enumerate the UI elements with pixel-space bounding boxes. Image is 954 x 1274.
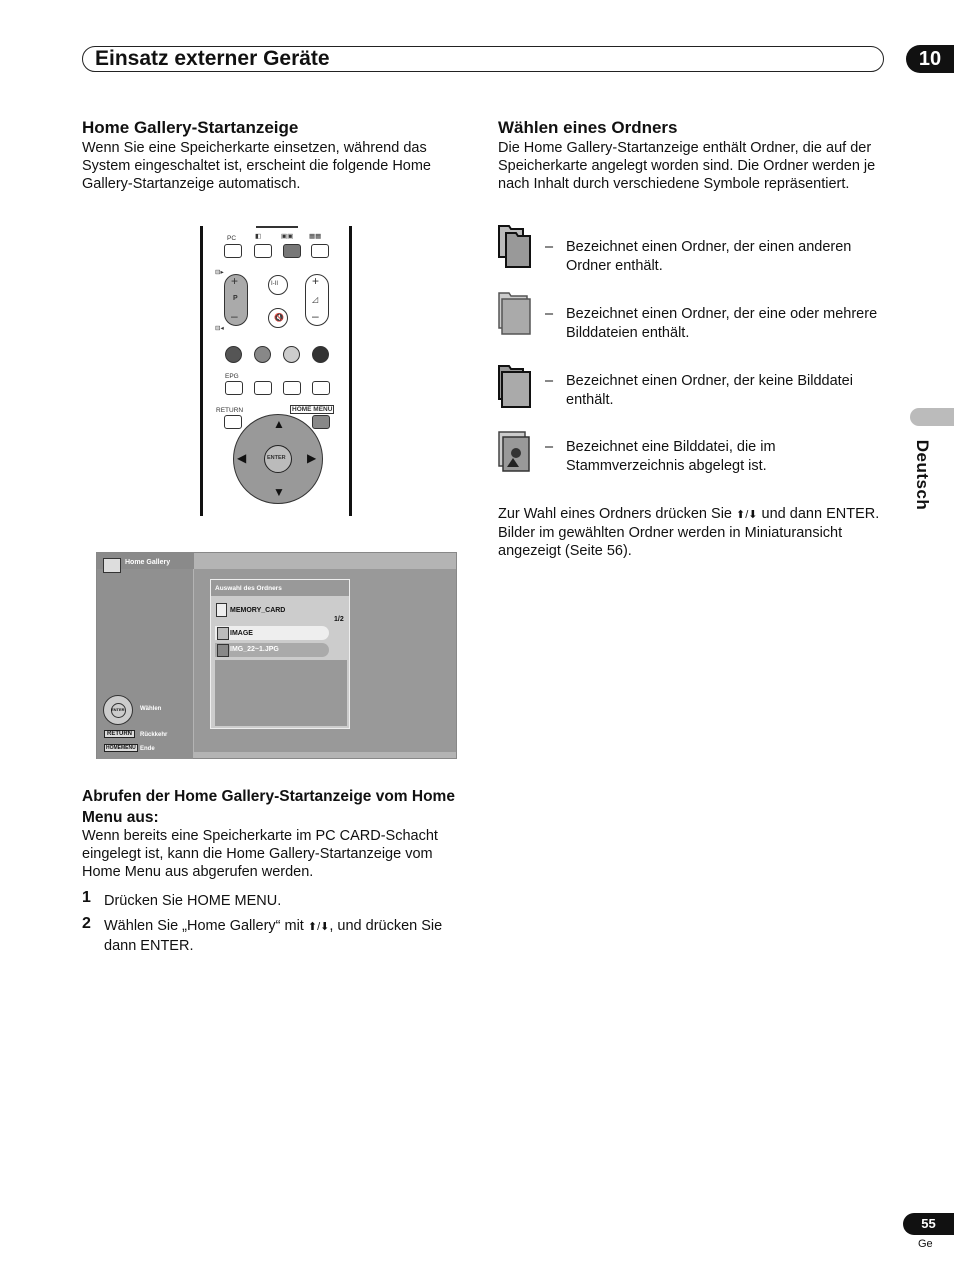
chapter-badge: 10	[906, 45, 954, 73]
color-button-red	[225, 346, 242, 363]
language-tab-label: Deutsch	[913, 439, 932, 511]
remote-button-dark	[283, 244, 301, 258]
volume-icon: ◿	[312, 295, 319, 304]
section-title-home-gallery: Home Gallery-Startanzeige	[82, 118, 299, 137]
section-body-home-menu: Wenn bereits eine Speicherkarte im PC CARD-Schacht eingelegt ist, kann die Home Gallery-Startanzeige vom Home Menu aus abgerufen werden.	[82, 828, 438, 880]
arrow-up-icon: ▲	[273, 417, 285, 431]
screen-dpad-icon	[103, 695, 133, 725]
memory-card-icon	[216, 603, 227, 617]
legend-return: Rückkehr	[140, 732, 168, 738]
folder-icon	[217, 627, 229, 640]
picture-icon: ◧	[255, 233, 262, 240]
legend-end: Ende	[140, 746, 155, 752]
page-indicator: 1/2	[334, 616, 344, 623]
image-file-icon	[497, 430, 533, 476]
folder-empty-icon	[497, 363, 533, 409]
multi-icon: ▦▦	[309, 233, 322, 240]
section-title-folder: Wählen eines Ordners	[498, 118, 678, 137]
folder-select-instructions: Zur Wahl eines Ordners drücken Sie ⬆/⬇ und dann ENTER. Bilder im gewählten Ordner werden in Miniaturansicht angezeigt (Seite 56).	[498, 506, 880, 559]
list-item: IMG_22~1.JPG	[230, 646, 279, 653]
epg-button	[225, 381, 243, 395]
screen-enter-label: ENTER	[111, 707, 125, 712]
legend-select: Wählen	[140, 706, 162, 712]
mute-button	[268, 308, 288, 328]
audio-button: I-II	[268, 275, 288, 295]
enter-button: ENTER	[264, 445, 292, 473]
legend-return-key: RETURN	[104, 730, 135, 738]
return-label: RETURN	[216, 407, 244, 414]
color-button-green	[254, 346, 271, 363]
arrow-left-icon: ◀	[237, 451, 247, 465]
step-2: Wählen Sie „Home Gallery“ mit ⬆/⬇, und drücken Sie dann ENTER.	[104, 918, 443, 954]
return-button	[224, 415, 242, 429]
remote-control-illustration	[200, 226, 352, 516]
ch-down-icon: ⊟◂	[215, 325, 224, 332]
folder-images-icon	[497, 290, 533, 336]
page-language: Ge	[918, 1238, 933, 1250]
side-tab	[910, 408, 954, 426]
step-number: 1	[82, 889, 91, 906]
epg-label: EPG	[225, 373, 239, 380]
folder-nested-icon	[497, 223, 533, 269]
page-number: 55	[903, 1213, 954, 1235]
mute-icon: 🔇	[274, 313, 284, 322]
section-body-home-gallery: Wenn Sie eine Speicherkarte einsetzen, während das System eingeschaltet ist, erscheint die folgende Home Gallery-Startanzeige automatisch.	[82, 140, 431, 192]
dpad	[233, 414, 323, 504]
remote-button	[254, 244, 272, 258]
split-icon: ▣▣	[281, 233, 294, 240]
remote-button	[283, 381, 301, 395]
remote-button	[254, 381, 272, 395]
page-title: Einsatz externer Geräte	[95, 47, 330, 70]
memory-card-label: MEMORY_CARD	[230, 607, 286, 614]
remote-button	[312, 381, 330, 395]
dialog-title: Auswahl des Ordners	[215, 585, 282, 592]
volume-rocker: + ◿ –	[305, 274, 329, 326]
section-title-home-menu: Abrufen der Home Gallery-Startanzeige vom Home Menu aus:	[82, 788, 455, 826]
step-1: Drücken Sie HOME MENU.	[104, 893, 282, 909]
arrow-right-icon: ▶	[307, 451, 317, 465]
home-menu-button	[312, 415, 330, 429]
legend-home-key: HOMEMENU	[106, 745, 136, 751]
color-button-yellow	[283, 346, 300, 363]
p-rocker: + P –	[224, 274, 248, 326]
list-item: IMAGE	[230, 630, 253, 637]
ch-up-icon: ⊟▸	[215, 269, 224, 276]
language-tab	[902, 430, 942, 520]
arrow-down-icon: ▼	[273, 485, 285, 499]
color-button-blue	[312, 346, 329, 363]
remote-button	[311, 244, 329, 258]
pc-label: PC	[227, 235, 237, 242]
step-number: 2	[82, 915, 91, 932]
home-gallery-screen	[96, 552, 457, 759]
folder-select-dialog	[210, 579, 350, 729]
p-label: P	[233, 295, 238, 302]
pc-button	[224, 244, 242, 258]
image-icon	[217, 644, 229, 657]
home-menu-label: HOME MENU	[292, 406, 333, 413]
screen-title: Home Gallery	[125, 559, 171, 566]
gallery-icon	[103, 558, 121, 573]
remote-top-line	[256, 226, 298, 228]
section-body-folder: Die Home Gallery-Startanzeige enthält Ordner, die auf der Speicherkarte angelegt worden sind. Die Ordner werden je nach Inhalt durch verschiedene Symbole repräsentiert.	[498, 140, 876, 192]
